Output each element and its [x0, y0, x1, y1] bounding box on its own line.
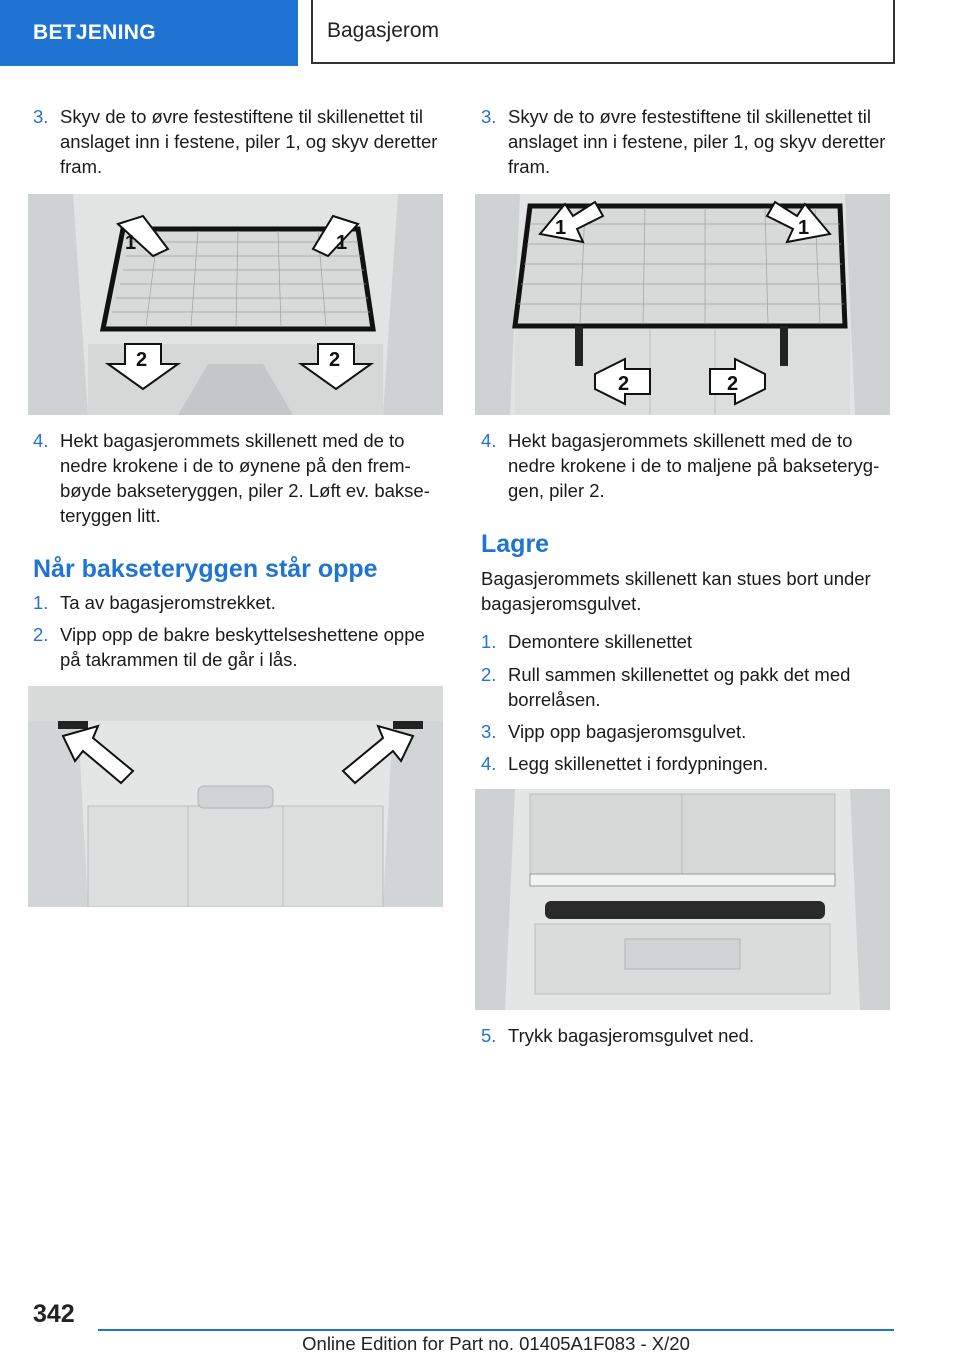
- section-heading: Lagre: [481, 530, 550, 558]
- figure-net-side-view: [475, 194, 890, 415]
- section-tab: BETJENING: [0, 0, 298, 66]
- step-number: 1.: [33, 592, 49, 613]
- step-text: Skyv de to øvre festestiftene til skillenettet til anslaget inn i festene, piler 1, og skyv deretter fram.: [508, 106, 886, 177]
- step-number: 4.: [481, 430, 497, 451]
- figure-protective-caps: [28, 686, 443, 907]
- step-number: 5.: [481, 1025, 497, 1046]
- section-heading: Når bakseteryggen står oppe: [33, 555, 378, 583]
- step-1-right: [481, 629, 901, 654]
- arrow-label-2: 2: [136, 349, 148, 371]
- step-number: 4.: [33, 430, 49, 451]
- step-3-right-stow: [481, 719, 901, 744]
- step-2-left: [33, 622, 448, 672]
- arrow-label-1: 1: [798, 217, 810, 239]
- step-number: 1.: [481, 631, 497, 652]
- step-number: 2.: [33, 624, 49, 645]
- page-number: 342: [33, 1300, 75, 1328]
- step-2-right: [481, 662, 901, 712]
- step-number: 2.: [481, 664, 497, 685]
- step-text: Trykk bagasjeromsgulvet ned.: [508, 1025, 755, 1046]
- step-text: Ta av bagasjeromstrekket.: [60, 592, 276, 613]
- arrow-label-2: 2: [727, 373, 739, 395]
- step-text: Vipp opp de bakre beskyttelseshettene oppe på takrammen til de går i lås.: [60, 624, 425, 670]
- step-number: 3.: [33, 106, 49, 127]
- arrow-label-1: 1: [336, 232, 348, 254]
- step-text: Skyv de to øvre festestiftene til skillenettet til anslaget inn i festene, piler 1, og skyv deretter fram.: [60, 106, 438, 177]
- figure-net-rear-view: [28, 194, 443, 415]
- figure-stowage-recess: [475, 789, 890, 1010]
- step-4-right: [481, 428, 901, 503]
- arrow-label-2: 2: [618, 373, 630, 395]
- step-text: Legg skillenettet i fordypningen.: [508, 753, 769, 774]
- step-text: Rull sammen skillenettet og pakk det med borrelåsen.: [508, 664, 851, 710]
- step-4-left: [33, 428, 448, 528]
- step-3-right: [481, 104, 901, 179]
- page-title: Bagasjerom: [311, 0, 895, 64]
- step-text: Vipp opp bagasjeromsgulvet.: [508, 721, 747, 742]
- step-5-right: [481, 1023, 901, 1048]
- step-4-right-stow: [481, 751, 901, 776]
- step-1-left: [33, 590, 448, 615]
- arrow-label-1: 1: [555, 217, 567, 239]
- step-text: Hekt bagasjerommets skillenett med de to nedre krokene i de to maljene på bakseteryggen, piler 2.: [508, 430, 880, 501]
- arrow-label-2: 2: [329, 349, 341, 371]
- arrow-label-1: 1: [125, 232, 137, 254]
- step-text: Demontere skillenettet: [508, 631, 693, 652]
- step-number: 4.: [481, 753, 497, 774]
- step-3-left: [33, 104, 448, 179]
- step-number: 3.: [481, 721, 497, 742]
- intro-paragraph: Bagasjerommets skillenett kan stues bort under bagasjeromsgulvet.: [481, 568, 871, 614]
- step-number: 3.: [481, 106, 497, 127]
- footer-divider: [98, 1329, 894, 1331]
- step-text: Hekt bagasjerommets skillenett med de to nedre krokene i de to øynene på den frembøyde bakseteryggen, piler 2. Løft ev. bakseteryggen litt.: [60, 430, 430, 526]
- footer-edition-text: Online Edition for Part no. 01405A1F083 - X/20: [302, 1333, 690, 1354]
